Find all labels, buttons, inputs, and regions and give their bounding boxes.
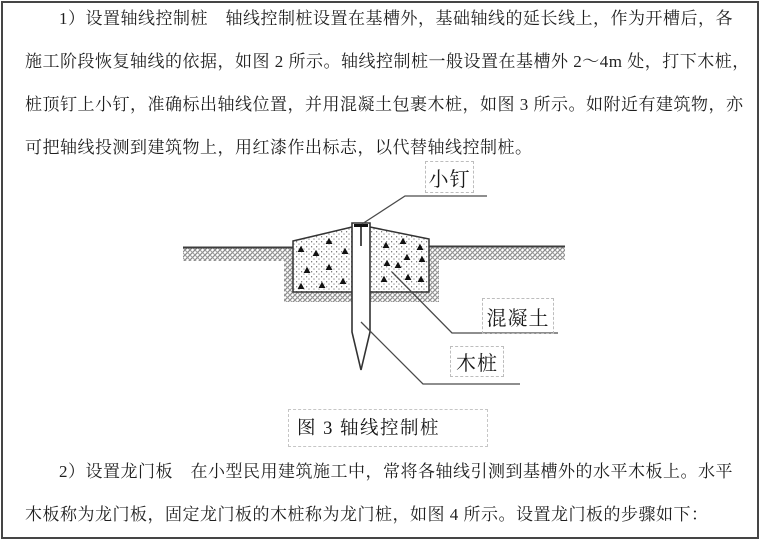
body-text-line: 桩顶钉上小钉，准确标出轴线位置，并用混凝土包裹木桩，如图 3 所示。如附近有建筑物，亦 <box>25 95 744 114</box>
wooden-stake <box>352 223 370 370</box>
figure-caption: 图 3 轴线控制桩 <box>288 409 488 447</box>
paragraph-axis-control-pile <box>25 0 750 169</box>
paragraph-long-men-ban <box>25 450 731 536</box>
aggregate-triangles <box>298 238 426 289</box>
body-text-line: 施工阶段恢复轴线的依据，如图 2 所示。轴线控制桩一般设置在基槽外 2～4m 处，打下木桩， <box>25 52 750 71</box>
nail <box>354 224 368 246</box>
ground-hatch <box>183 247 565 303</box>
body-text-line: 2）设置龙门板 在小型民用建筑施工中，常将各轴线引测到基槽外的水平木板上。水平 <box>59 462 733 481</box>
body-text-line: 可把轴线投测到建筑物上，用红漆作出标志，以代替轴线控制桩。 <box>25 138 533 157</box>
figure-label-nail: 小钉 <box>425 161 474 193</box>
figure-label-stake: 木桩 <box>450 346 504 377</box>
body-text-line: 1）设置轴线控制桩 轴线控制桩设置在基槽外，基础轴线的延长线上，作为开槽后，各 <box>59 9 733 28</box>
concrete-block <box>293 227 429 292</box>
leader-nail <box>362 196 487 224</box>
body-text-line: 木板称为龙门板，固定龙门板的木桩称为龙门桩，如图 4 所示。设置龙门板的步骤如下： <box>25 505 709 524</box>
figure-label-concrete: 混凝土 <box>482 298 554 334</box>
